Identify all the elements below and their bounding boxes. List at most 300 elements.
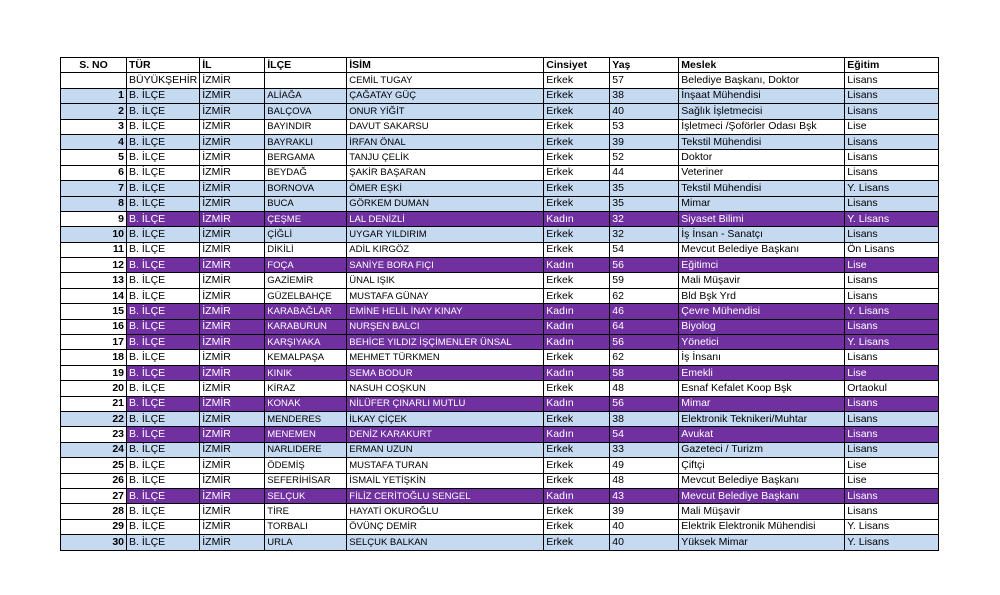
cell-sno: 28 <box>61 504 127 519</box>
cell-tur: B. İLÇE <box>127 319 200 334</box>
cell-tur: B. İLÇE <box>127 350 200 365</box>
cell-meslek: Elektronik Teknikeri/Muhtar <box>679 411 845 426</box>
cell-cinsiyet: Erkek <box>544 88 610 103</box>
cell-tur: B. İLÇE <box>127 242 200 257</box>
cell-meslek: Veteriner <box>679 165 845 180</box>
cell-il: İZMİR <box>200 396 265 411</box>
cell-cinsiyet: Erkek <box>544 165 610 180</box>
cell-ilce: ÖDEMİŞ <box>265 458 347 473</box>
cell-isim: NASUH COŞKUN <box>347 381 544 396</box>
cell-cinsiyet: Erkek <box>544 350 610 365</box>
cell-egitim: Lisans <box>845 350 939 365</box>
cell-yas: 48 <box>610 473 679 488</box>
cell-egitim: Lisans <box>845 150 939 165</box>
cell-sno: 1 <box>61 88 127 103</box>
cell-cinsiyet: Erkek <box>544 73 610 88</box>
cell-il: İZMİR <box>200 473 265 488</box>
cell-yas: 52 <box>610 150 679 165</box>
cell-il: İZMİR <box>200 104 265 119</box>
header-sno: S. NO <box>61 58 127 73</box>
cell-sno: 5 <box>61 150 127 165</box>
cell-tur: B. İLÇE <box>127 211 200 226</box>
cell-egitim: Y. Lisans <box>845 211 939 226</box>
cell-il: İZMİR <box>200 427 265 442</box>
cell-sno: 25 <box>61 458 127 473</box>
cell-egitim: Lisans <box>845 273 939 288</box>
cell-meslek: Tekstil Mühendisi <box>679 181 845 196</box>
cell-cinsiyet: Erkek <box>544 442 610 457</box>
cell-isim: DAVUT SAKARSU <box>347 119 544 134</box>
cell-cinsiyet: Erkek <box>544 458 610 473</box>
cell-il: İZMİR <box>200 258 265 273</box>
cell-yas: 35 <box>610 196 679 211</box>
cell-yas: 64 <box>610 319 679 334</box>
cell-cinsiyet: Kadın <box>544 258 610 273</box>
cell-meslek: Mevcut Belediye Başkanı <box>679 242 845 257</box>
cell-tur: B. İLÇE <box>127 88 200 103</box>
cell-yas: 35 <box>610 181 679 196</box>
header-row <box>61 58 939 73</box>
cell-il: İZMİR <box>200 319 265 334</box>
cell-il: İZMİR <box>200 335 265 350</box>
cell-il: İZMİR <box>200 350 265 365</box>
cell-isim: İLKAY ÇİÇEK <box>347 411 544 426</box>
cell-egitim: Y. Lisans <box>845 519 939 534</box>
cell-cinsiyet: Erkek <box>544 119 610 134</box>
cell-isim: GÖRKEM DUMAN <box>347 196 544 211</box>
cell-tur: B. İLÇE <box>127 181 200 196</box>
cell-meslek: Çiftçi <box>679 458 845 473</box>
cell-tur: B. İLÇE <box>127 442 200 457</box>
table-row <box>61 211 939 226</box>
cell-meslek: Doktor <box>679 150 845 165</box>
cell-egitim: Y. Lisans <box>845 181 939 196</box>
cell-yas: 40 <box>610 104 679 119</box>
table-row <box>61 365 939 380</box>
cell-ilce: ÇEŞME <box>265 211 347 226</box>
cell-isim: MEHMET TÜRKMEN <box>347 350 544 365</box>
cell-cinsiyet: Erkek <box>544 273 610 288</box>
cell-cinsiyet: Kadın <box>544 396 610 411</box>
table-row <box>61 165 939 180</box>
candidate-table <box>60 57 939 551</box>
cell-isim: ERMAN UZUN <box>347 442 544 457</box>
cell-tur: B. İLÇE <box>127 227 200 242</box>
cell-yas: 38 <box>610 411 679 426</box>
cell-il: İZMİR <box>200 411 265 426</box>
cell-isim: ŞAKİR BAŞARAN <box>347 165 544 180</box>
cell-yas: 59 <box>610 273 679 288</box>
cell-ilce: ALİAĞA <box>265 88 347 103</box>
cell-sno: 20 <box>61 381 127 396</box>
cell-yas: 48 <box>610 381 679 396</box>
cell-yas: 46 <box>610 304 679 319</box>
cell-meslek: Çevre Mühendisi <box>679 304 845 319</box>
cell-isim: NİLÜFER ÇINARLI MUTLU <box>347 396 544 411</box>
cell-tur: B. İLÇE <box>127 288 200 303</box>
cell-sno: 17 <box>61 335 127 350</box>
cell-meslek: Yönetici <box>679 335 845 350</box>
cell-il: İZMİR <box>200 365 265 380</box>
cell-meslek: Sağlık İşletmecisi <box>679 104 845 119</box>
cell-egitim: Lisans <box>845 504 939 519</box>
cell-egitim: Y. Lisans <box>845 335 939 350</box>
cell-sno: 21 <box>61 396 127 411</box>
cell-isim: İSMAİL YETİŞKİN <box>347 473 544 488</box>
cell-yas: 54 <box>610 242 679 257</box>
cell-isim: SEMA BODUR <box>347 365 544 380</box>
table-row <box>61 196 939 211</box>
cell-sno: 22 <box>61 411 127 426</box>
cell-sno: 29 <box>61 519 127 534</box>
cell-sno: 2 <box>61 104 127 119</box>
cell-isim: FİLİZ CERİTOĞLU SENGEL <box>347 488 544 503</box>
cell-il: İZMİR <box>200 519 265 534</box>
cell-sno: 11 <box>61 242 127 257</box>
cell-egitim: Lisans <box>845 73 939 88</box>
cell-ilce: GÜZELBAHÇE <box>265 288 347 303</box>
table-row <box>61 104 939 119</box>
cell-egitim: Lisans <box>845 288 939 303</box>
table-row <box>61 227 939 242</box>
header-isim: İSİM <box>347 58 544 73</box>
cell-meslek: Emekli <box>679 365 845 380</box>
cell-tur: B. İLÇE <box>127 119 200 134</box>
cell-yas: 44 <box>610 165 679 180</box>
table-row <box>61 242 939 257</box>
cell-ilce: TORBALI <box>265 519 347 534</box>
cell-sno: 30 <box>61 535 127 550</box>
cell-egitim: Lisans <box>845 165 939 180</box>
cell-yas: 54 <box>610 427 679 442</box>
table-row <box>61 488 939 503</box>
cell-yas: 33 <box>610 442 679 457</box>
cell-il: İZMİR <box>200 88 265 103</box>
cell-isim: MUSTAFA GÜNAY <box>347 288 544 303</box>
table-row <box>61 442 939 457</box>
table-row <box>61 134 939 149</box>
cell-ilce: BUCA <box>265 196 347 211</box>
cell-meslek: Mali Müşavir <box>679 504 845 519</box>
header-ilce: İLÇE <box>265 58 347 73</box>
cell-tur: B. İLÇE <box>127 335 200 350</box>
cell-egitim: Lise <box>845 258 939 273</box>
cell-tur: B. İLÇE <box>127 504 200 519</box>
cell-cinsiyet: Erkek <box>544 473 610 488</box>
cell-egitim: Lisans <box>845 196 939 211</box>
cell-il: İZMİR <box>200 150 265 165</box>
table-row <box>61 88 939 103</box>
table-row <box>61 273 939 288</box>
cell-sno: 26 <box>61 473 127 488</box>
cell-ilce: KINIK <box>265 365 347 380</box>
cell-sno: 16 <box>61 319 127 334</box>
cell-il: İZMİR <box>200 288 265 303</box>
cell-egitim: Lise <box>845 119 939 134</box>
cell-egitim: Lisans <box>845 427 939 442</box>
cell-tur: B. İLÇE <box>127 381 200 396</box>
cell-isim: LAL DENİZLİ <box>347 211 544 226</box>
cell-egitim: Lise <box>845 458 939 473</box>
cell-egitim: Lisans <box>845 104 939 119</box>
header-meslek: Meslek <box>679 58 845 73</box>
cell-meslek: Esnaf Kefalet Koop Bşk <box>679 381 845 396</box>
table-row <box>61 473 939 488</box>
cell-ilce: BERGAMA <box>265 150 347 165</box>
cell-ilce: KARABAĞLAR <box>265 304 347 319</box>
cell-cinsiyet: Kadın <box>544 335 610 350</box>
cell-ilce: BALÇOVA <box>265 104 347 119</box>
cell-tur: B. İLÇE <box>127 396 200 411</box>
header-il: İL <box>200 58 265 73</box>
cell-cinsiyet: Erkek <box>544 504 610 519</box>
table-row <box>61 288 939 303</box>
cell-meslek: Avukat <box>679 427 845 442</box>
cell-egitim: Lise <box>845 473 939 488</box>
table-row <box>61 319 939 334</box>
cell-yas: 49 <box>610 458 679 473</box>
cell-cinsiyet: Erkek <box>544 150 610 165</box>
table-row <box>61 335 939 350</box>
cell-isim: SANİYE BORA FIÇI <box>347 258 544 273</box>
table-row <box>61 119 939 134</box>
cell-egitim: Ortaokul <box>845 381 939 396</box>
cell-il: İZMİR <box>200 227 265 242</box>
cell-tur: BÜYÜKŞEHİR <box>127 73 200 88</box>
cell-isim: ADİL KIRGÖZ <box>347 242 544 257</box>
cell-isim: ÇAĞATAY GÜÇ <box>347 88 544 103</box>
cell-meslek: Belediye Başkanı, Doktor <box>679 73 845 88</box>
cell-sno: 9 <box>61 211 127 226</box>
cell-ilce: KARABURUN <box>265 319 347 334</box>
cell-yas: 56 <box>610 396 679 411</box>
cell-yas: 32 <box>610 211 679 226</box>
cell-meslek: Elektrik Elektronik Mühendisi <box>679 519 845 534</box>
cell-yas: 53 <box>610 119 679 134</box>
cell-egitim: Lisans <box>845 396 939 411</box>
table-row <box>61 258 939 273</box>
table-row <box>61 181 939 196</box>
cell-il: İZMİR <box>200 242 265 257</box>
cell-yas: 62 <box>610 350 679 365</box>
table-row <box>61 411 939 426</box>
cell-cinsiyet: Kadın <box>544 319 610 334</box>
cell-sno: 15 <box>61 304 127 319</box>
cell-cinsiyet: Kadın <box>544 488 610 503</box>
cell-meslek: Gazeteci / Turizm <box>679 442 845 457</box>
cell-meslek: Yüksek Mimar <box>679 535 845 550</box>
table-row <box>61 381 939 396</box>
cell-cinsiyet: Erkek <box>544 227 610 242</box>
cell-isim: MUSTAFA TURAN <box>347 458 544 473</box>
cell-il: İZMİR <box>200 119 265 134</box>
cell-cinsiyet: Erkek <box>544 381 610 396</box>
cell-yas: 40 <box>610 535 679 550</box>
cell-sno: 7 <box>61 181 127 196</box>
cell-meslek: Tekstil Mühendisi <box>679 134 845 149</box>
cell-meslek: İnşaat Mühendisi <box>679 88 845 103</box>
cell-isim: HAYATİ OKUROĞLU <box>347 504 544 519</box>
cell-egitim: Lisans <box>845 442 939 457</box>
cell-tur: B. İLÇE <box>127 258 200 273</box>
cell-cinsiyet: Erkek <box>544 288 610 303</box>
cell-egitim: Ön Lisans <box>845 242 939 257</box>
cell-cinsiyet: Erkek <box>544 196 610 211</box>
cell-meslek: Eğitimci <box>679 258 845 273</box>
cell-tur: B. İLÇE <box>127 365 200 380</box>
cell-il: İZMİR <box>200 196 265 211</box>
cell-isim: DENİZ KARAKURT <box>347 427 544 442</box>
cell-egitim: Y. Lisans <box>845 304 939 319</box>
cell-meslek: Mali Müşavir <box>679 273 845 288</box>
cell-il: İZMİR <box>200 134 265 149</box>
cell-sno: 12 <box>61 258 127 273</box>
cell-sno: 14 <box>61 288 127 303</box>
table-row <box>61 519 939 534</box>
cell-isim: ÖMER EŞKİ <box>347 181 544 196</box>
cell-isim: TANJU ÇELİK <box>347 150 544 165</box>
table-body <box>61 73 939 550</box>
cell-cinsiyet: Erkek <box>544 519 610 534</box>
cell-sno: 27 <box>61 488 127 503</box>
cell-tur: B. İLÇE <box>127 535 200 550</box>
cell-cinsiyet: Kadın <box>544 427 610 442</box>
cell-cinsiyet: Erkek <box>544 535 610 550</box>
cell-il: İZMİR <box>200 273 265 288</box>
cell-yas: 43 <box>610 488 679 503</box>
cell-tur: B. İLÇE <box>127 134 200 149</box>
cell-cinsiyet: Kadın <box>544 304 610 319</box>
cell-sno: 3 <box>61 119 127 134</box>
cell-ilce: NARLIDERE <box>265 442 347 457</box>
cell-isim: SELÇUK BALKAN <box>347 535 544 550</box>
cell-yas: 56 <box>610 258 679 273</box>
cell-sno: 18 <box>61 350 127 365</box>
cell-il: İZMİR <box>200 181 265 196</box>
cell-ilce: KEMALPAŞA <box>265 350 347 365</box>
cell-ilce: BORNOVA <box>265 181 347 196</box>
cell-isim: NURŞEN BALCI <box>347 319 544 334</box>
cell-yas: 40 <box>610 519 679 534</box>
cell-tur: B. İLÇE <box>127 304 200 319</box>
cell-ilce: DİKİLİ <box>265 242 347 257</box>
cell-sno: 13 <box>61 273 127 288</box>
cell-cinsiyet: Erkek <box>544 134 610 149</box>
cell-egitim: Lisans <box>845 319 939 334</box>
cell-egitim: Lisans <box>845 411 939 426</box>
cell-tur: B. İLÇE <box>127 519 200 534</box>
cell-yas: 38 <box>610 88 679 103</box>
cell-sno: 8 <box>61 196 127 211</box>
cell-yas: 39 <box>610 134 679 149</box>
cell-ilce: BAYRAKLI <box>265 134 347 149</box>
cell-isim: ONUR YİĞİT <box>347 104 544 119</box>
cell-yas: 32 <box>610 227 679 242</box>
cell-meslek: İş İnsan - Sanatçı <box>679 227 845 242</box>
cell-egitim: Lisans <box>845 88 939 103</box>
cell-ilce: MENEMEN <box>265 427 347 442</box>
cell-il: İZMİR <box>200 488 265 503</box>
cell-meslek: Biyolog <box>679 319 845 334</box>
table-row <box>61 350 939 365</box>
table-row <box>61 396 939 411</box>
cell-meslek: Mevcut Belediye Başkanı <box>679 473 845 488</box>
cell-il: İZMİR <box>200 504 265 519</box>
cell-yas: 39 <box>610 504 679 519</box>
cell-meslek: Siyaset Bilimi <box>679 211 845 226</box>
cell-il: İZMİR <box>200 535 265 550</box>
table-row <box>61 504 939 519</box>
cell-meslek: Mimar <box>679 196 845 211</box>
cell-ilce: ÇİĞLİ <box>265 227 347 242</box>
cell-meslek: Bld Bşk Yrd <box>679 288 845 303</box>
cell-ilce: MENDERES <box>265 411 347 426</box>
cell-isim: İRFAN ÖNAL <box>347 134 544 149</box>
table-row <box>61 150 939 165</box>
cell-isim: UYGAR YILDIRIM <box>347 227 544 242</box>
cell-ilce: BEYDAĞ <box>265 165 347 180</box>
cell-isim: EMİNE HELİL İNAY KINAY <box>347 304 544 319</box>
table-row <box>61 535 939 550</box>
cell-ilce: SELÇUK <box>265 488 347 503</box>
cell-egitim: Y. Lisans <box>845 535 939 550</box>
cell-sno: 10 <box>61 227 127 242</box>
cell-tur: B. İLÇE <box>127 458 200 473</box>
cell-ilce: KONAK <box>265 396 347 411</box>
cell-meslek: Mevcut Belediye Başkanı <box>679 488 845 503</box>
cell-tur: B. İLÇE <box>127 196 200 211</box>
cell-yas: 56 <box>610 335 679 350</box>
cell-ilce: URLA <box>265 535 347 550</box>
cell-isim: ÜNAL IŞIK <box>347 273 544 288</box>
cell-il: İZMİR <box>200 211 265 226</box>
cell-ilce: SEFERİHİSAR <box>265 473 347 488</box>
table-row <box>61 304 939 319</box>
cell-yas: 58 <box>610 365 679 380</box>
cell-il: İZMİR <box>200 73 265 88</box>
cell-sno: 6 <box>61 165 127 180</box>
cell-il: İZMİR <box>200 165 265 180</box>
cell-tur: B. İLÇE <box>127 473 200 488</box>
cell-ilce <box>265 73 347 88</box>
cell-sno: 19 <box>61 365 127 380</box>
cell-il: İZMİR <box>200 458 265 473</box>
header-tur: TÜR <box>127 58 200 73</box>
table-row <box>61 427 939 442</box>
table-row <box>61 73 939 88</box>
header-egitim: Eğitim <box>845 58 939 73</box>
cell-cinsiyet: Erkek <box>544 242 610 257</box>
cell-il: İZMİR <box>200 304 265 319</box>
cell-yas: 57 <box>610 73 679 88</box>
cell-yas: 62 <box>610 288 679 303</box>
cell-il: İZMİR <box>200 381 265 396</box>
cell-tur: B. İLÇE <box>127 150 200 165</box>
cell-cinsiyet: Kadın <box>544 365 610 380</box>
cell-cinsiyet: Erkek <box>544 104 610 119</box>
cell-tur: B. İLÇE <box>127 427 200 442</box>
cell-tur: B. İLÇE <box>127 273 200 288</box>
cell-cinsiyet: Erkek <box>544 411 610 426</box>
cell-ilce: KİRAZ <box>265 381 347 396</box>
cell-sno: 23 <box>61 427 127 442</box>
cell-ilce: BAYINDIR <box>265 119 347 134</box>
cell-sno <box>61 73 127 88</box>
cell-meslek: Mimar <box>679 396 845 411</box>
cell-meslek: İş İnsanı <box>679 350 845 365</box>
cell-isim: ÖVÜNÇ DEMİR <box>347 519 544 534</box>
table-row <box>61 458 939 473</box>
